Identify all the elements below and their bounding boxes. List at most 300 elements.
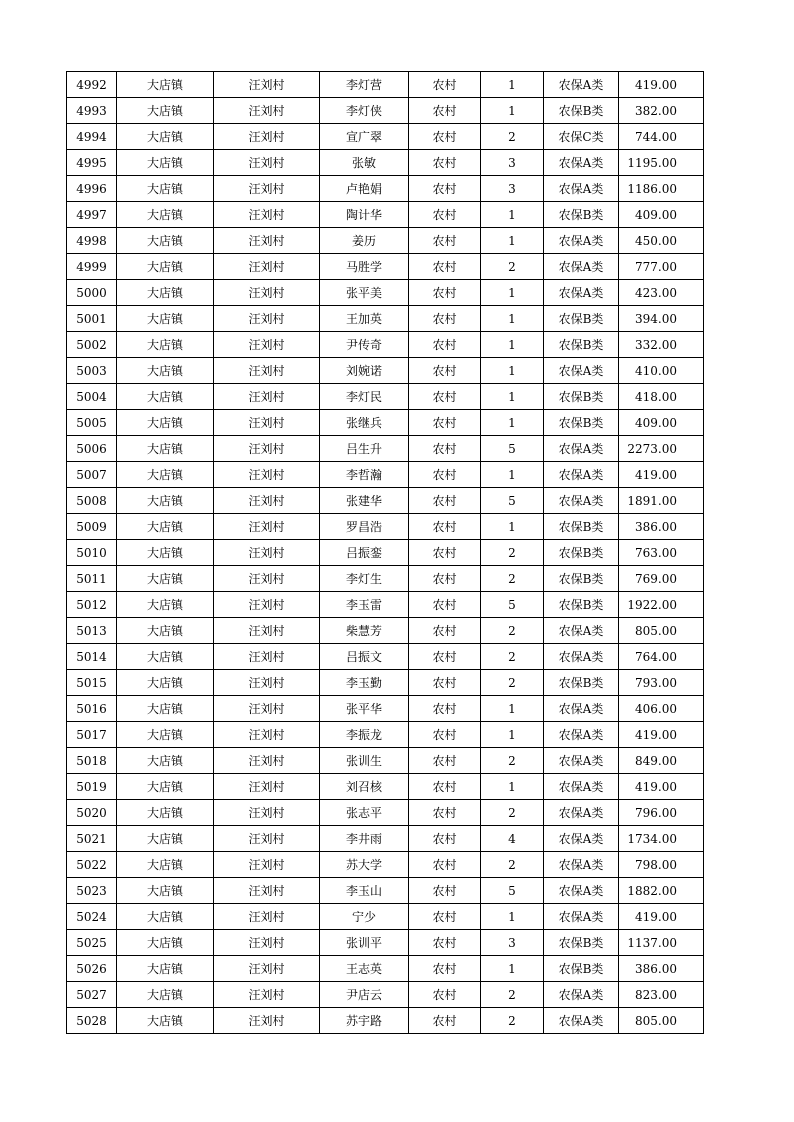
category-cell: 农村 bbox=[409, 982, 481, 1008]
category-cell: 农村 bbox=[409, 410, 481, 436]
household-size-cell: 1 bbox=[481, 774, 544, 800]
table-row bbox=[67, 904, 704, 930]
name-cell: 张继兵 bbox=[320, 410, 409, 436]
row-number-cell: 5005 bbox=[67, 410, 117, 436]
name-cell: 尹店云 bbox=[320, 982, 409, 1008]
category-cell: 农村 bbox=[409, 124, 481, 150]
insurance-class-cell: 农保B类 bbox=[544, 410, 619, 436]
amount-cell: 763.00 bbox=[619, 540, 704, 566]
category-cell: 农村 bbox=[409, 592, 481, 618]
table-row bbox=[67, 332, 704, 358]
insurance-class-cell: 农保B类 bbox=[544, 540, 619, 566]
amount-cell: 409.00 bbox=[619, 202, 704, 228]
row-number-cell: 5020 bbox=[67, 800, 117, 826]
row-number-cell: 5024 bbox=[67, 904, 117, 930]
name-cell: 张志平 bbox=[320, 800, 409, 826]
category-cell: 农村 bbox=[409, 436, 481, 462]
village-cell: 汪刘村 bbox=[214, 436, 320, 462]
name-cell: 吕生升 bbox=[320, 436, 409, 462]
household-size-cell: 1 bbox=[481, 72, 544, 98]
table-row bbox=[67, 436, 704, 462]
table-row bbox=[67, 514, 704, 540]
row-number-cell: 5027 bbox=[67, 982, 117, 1008]
village-cell: 汪刘村 bbox=[214, 228, 320, 254]
town-cell: 大店镇 bbox=[117, 150, 214, 176]
table-row bbox=[67, 306, 704, 332]
category-cell: 农村 bbox=[409, 462, 481, 488]
household-size-cell: 2 bbox=[481, 254, 544, 280]
town-cell: 大店镇 bbox=[117, 488, 214, 514]
town-cell: 大店镇 bbox=[117, 644, 214, 670]
town-cell: 大店镇 bbox=[117, 852, 214, 878]
row-number-cell: 5006 bbox=[67, 436, 117, 462]
insurance-class-cell: 农保A类 bbox=[544, 228, 619, 254]
row-number-cell: 5001 bbox=[67, 306, 117, 332]
table-row bbox=[67, 982, 704, 1008]
row-number-cell: 4993 bbox=[67, 98, 117, 124]
name-cell: 李灯侠 bbox=[320, 98, 409, 124]
insurance-class-cell: 农保B类 bbox=[544, 514, 619, 540]
amount-cell: 2273.00 bbox=[619, 436, 704, 462]
town-cell: 大店镇 bbox=[117, 410, 214, 436]
name-cell: 罗昌浩 bbox=[320, 514, 409, 540]
village-cell: 汪刘村 bbox=[214, 358, 320, 384]
town-cell: 大店镇 bbox=[117, 826, 214, 852]
category-cell: 农村 bbox=[409, 150, 481, 176]
town-cell: 大店镇 bbox=[117, 774, 214, 800]
table-row bbox=[67, 540, 704, 566]
category-cell: 农村 bbox=[409, 696, 481, 722]
table-row bbox=[67, 592, 704, 618]
household-size-cell: 5 bbox=[481, 592, 544, 618]
town-cell: 大店镇 bbox=[117, 254, 214, 280]
village-cell: 汪刘村 bbox=[214, 514, 320, 540]
row-number-cell: 5013 bbox=[67, 618, 117, 644]
household-size-cell: 1 bbox=[481, 410, 544, 436]
household-size-cell: 3 bbox=[481, 150, 544, 176]
insurance-class-cell: 农保A类 bbox=[544, 176, 619, 202]
name-cell: 宁少 bbox=[320, 904, 409, 930]
village-cell: 汪刘村 bbox=[214, 722, 320, 748]
household-size-cell: 1 bbox=[481, 228, 544, 254]
town-cell: 大店镇 bbox=[117, 72, 214, 98]
table-row bbox=[67, 722, 704, 748]
insurance-class-cell: 农保B类 bbox=[544, 202, 619, 228]
village-cell: 汪刘村 bbox=[214, 826, 320, 852]
table-row bbox=[67, 384, 704, 410]
category-cell: 农村 bbox=[409, 254, 481, 280]
row-number-cell: 5009 bbox=[67, 514, 117, 540]
category-cell: 农村 bbox=[409, 98, 481, 124]
table-row bbox=[67, 176, 704, 202]
name-cell: 尹传奇 bbox=[320, 332, 409, 358]
insurance-class-cell: 农保B类 bbox=[544, 384, 619, 410]
household-size-cell: 5 bbox=[481, 488, 544, 514]
town-cell: 大店镇 bbox=[117, 592, 214, 618]
insurance-class-cell: 农保A类 bbox=[544, 904, 619, 930]
table-row bbox=[67, 618, 704, 644]
category-cell: 农村 bbox=[409, 384, 481, 410]
insurance-class-cell: 农保A类 bbox=[544, 488, 619, 514]
row-number-cell: 5012 bbox=[67, 592, 117, 618]
name-cell: 李玉山 bbox=[320, 878, 409, 904]
category-cell: 农村 bbox=[409, 774, 481, 800]
table-row bbox=[67, 696, 704, 722]
village-cell: 汪刘村 bbox=[214, 540, 320, 566]
category-cell: 农村 bbox=[409, 722, 481, 748]
town-cell: 大店镇 bbox=[117, 358, 214, 384]
amount-cell: 764.00 bbox=[619, 644, 704, 670]
table-row bbox=[67, 228, 704, 254]
table-row bbox=[67, 800, 704, 826]
town-cell: 大店镇 bbox=[117, 800, 214, 826]
row-number-cell: 5017 bbox=[67, 722, 117, 748]
amount-cell: 410.00 bbox=[619, 358, 704, 384]
town-cell: 大店镇 bbox=[117, 462, 214, 488]
town-cell: 大店镇 bbox=[117, 722, 214, 748]
village-cell: 汪刘村 bbox=[214, 618, 320, 644]
insurance-class-cell: 农保A类 bbox=[544, 254, 619, 280]
insurance-class-cell: 农保A类 bbox=[544, 800, 619, 826]
row-number-cell: 5018 bbox=[67, 748, 117, 774]
row-number-cell: 5023 bbox=[67, 878, 117, 904]
amount-cell: 798.00 bbox=[619, 852, 704, 878]
town-cell: 大店镇 bbox=[117, 566, 214, 592]
town-cell: 大店镇 bbox=[117, 176, 214, 202]
category-cell: 农村 bbox=[409, 306, 481, 332]
name-cell: 马胜学 bbox=[320, 254, 409, 280]
name-cell: 张平华 bbox=[320, 696, 409, 722]
amount-cell: 450.00 bbox=[619, 228, 704, 254]
household-size-cell: 1 bbox=[481, 332, 544, 358]
name-cell: 吕振銮 bbox=[320, 540, 409, 566]
category-cell: 农村 bbox=[409, 72, 481, 98]
amount-cell: 1734.00 bbox=[619, 826, 704, 852]
amount-cell: 1922.00 bbox=[619, 592, 704, 618]
household-size-cell: 2 bbox=[481, 618, 544, 644]
name-cell: 李灯民 bbox=[320, 384, 409, 410]
household-size-cell: 1 bbox=[481, 306, 544, 332]
village-cell: 汪刘村 bbox=[214, 878, 320, 904]
town-cell: 大店镇 bbox=[117, 670, 214, 696]
name-cell: 李哲瀚 bbox=[320, 462, 409, 488]
table-row bbox=[67, 202, 704, 228]
table-row bbox=[67, 852, 704, 878]
table-row bbox=[67, 150, 704, 176]
household-size-cell: 1 bbox=[481, 514, 544, 540]
household-size-cell: 1 bbox=[481, 956, 544, 982]
village-cell: 汪刘村 bbox=[214, 306, 320, 332]
town-cell: 大店镇 bbox=[117, 1008, 214, 1034]
row-number-cell: 5014 bbox=[67, 644, 117, 670]
town-cell: 大店镇 bbox=[117, 384, 214, 410]
village-cell: 汪刘村 bbox=[214, 150, 320, 176]
insurance-class-cell: 农保B类 bbox=[544, 670, 619, 696]
insurance-class-cell: 农保C类 bbox=[544, 124, 619, 150]
category-cell: 农村 bbox=[409, 644, 481, 670]
table-row bbox=[67, 670, 704, 696]
insurance-class-cell: 农保A类 bbox=[544, 150, 619, 176]
household-size-cell: 2 bbox=[481, 566, 544, 592]
household-size-cell: 1 bbox=[481, 358, 544, 384]
insurance-class-cell: 农保B类 bbox=[544, 592, 619, 618]
town-cell: 大店镇 bbox=[117, 982, 214, 1008]
town-cell: 大店镇 bbox=[117, 202, 214, 228]
household-size-cell: 1 bbox=[481, 280, 544, 306]
row-number-cell: 5007 bbox=[67, 462, 117, 488]
amount-cell: 419.00 bbox=[619, 904, 704, 930]
name-cell: 卢艳娟 bbox=[320, 176, 409, 202]
table-row bbox=[67, 1008, 704, 1034]
name-cell: 李振龙 bbox=[320, 722, 409, 748]
village-cell: 汪刘村 bbox=[214, 800, 320, 826]
insurance-class-cell: 农保A类 bbox=[544, 748, 619, 774]
name-cell: 张平美 bbox=[320, 280, 409, 306]
table-row bbox=[67, 826, 704, 852]
category-cell: 农村 bbox=[409, 852, 481, 878]
name-cell: 姜历 bbox=[320, 228, 409, 254]
row-number-cell: 5026 bbox=[67, 956, 117, 982]
village-cell: 汪刘村 bbox=[214, 904, 320, 930]
insurance-class-cell: 农保A类 bbox=[544, 696, 619, 722]
category-cell: 农村 bbox=[409, 670, 481, 696]
village-cell: 汪刘村 bbox=[214, 644, 320, 670]
row-number-cell: 4995 bbox=[67, 150, 117, 176]
household-size-cell: 1 bbox=[481, 462, 544, 488]
row-number-cell: 5019 bbox=[67, 774, 117, 800]
insurance-class-cell: 农保A类 bbox=[544, 826, 619, 852]
row-number-cell: 5028 bbox=[67, 1008, 117, 1034]
insurance-class-cell: 农保A类 bbox=[544, 644, 619, 670]
row-number-cell: 4997 bbox=[67, 202, 117, 228]
row-number-cell: 5011 bbox=[67, 566, 117, 592]
category-cell: 农村 bbox=[409, 748, 481, 774]
row-number-cell: 4998 bbox=[67, 228, 117, 254]
town-cell: 大店镇 bbox=[117, 332, 214, 358]
table-row bbox=[67, 956, 704, 982]
town-cell: 大店镇 bbox=[117, 748, 214, 774]
village-cell: 汪刘村 bbox=[214, 332, 320, 358]
village-cell: 汪刘村 bbox=[214, 462, 320, 488]
name-cell: 刘婉诺 bbox=[320, 358, 409, 384]
row-number-cell: 5015 bbox=[67, 670, 117, 696]
village-cell: 汪刘村 bbox=[214, 956, 320, 982]
insurance-class-cell: 农保A类 bbox=[544, 436, 619, 462]
household-size-cell: 2 bbox=[481, 800, 544, 826]
village-cell: 汪刘村 bbox=[214, 930, 320, 956]
category-cell: 农村 bbox=[409, 904, 481, 930]
amount-cell: 423.00 bbox=[619, 280, 704, 306]
household-size-cell: 2 bbox=[481, 124, 544, 150]
table-row bbox=[67, 410, 704, 436]
household-size-cell: 1 bbox=[481, 904, 544, 930]
insurance-class-cell: 农保A类 bbox=[544, 722, 619, 748]
town-cell: 大店镇 bbox=[117, 540, 214, 566]
category-cell: 农村 bbox=[409, 540, 481, 566]
category-cell: 农村 bbox=[409, 280, 481, 306]
town-cell: 大店镇 bbox=[117, 878, 214, 904]
amount-cell: 823.00 bbox=[619, 982, 704, 1008]
name-cell: 李灯生 bbox=[320, 566, 409, 592]
row-number-cell: 5022 bbox=[67, 852, 117, 878]
insurance-class-cell: 农保A类 bbox=[544, 280, 619, 306]
table-row bbox=[67, 358, 704, 384]
category-cell: 农村 bbox=[409, 228, 481, 254]
town-cell: 大店镇 bbox=[117, 904, 214, 930]
row-number-cell: 4994 bbox=[67, 124, 117, 150]
town-cell: 大店镇 bbox=[117, 956, 214, 982]
village-cell: 汪刘村 bbox=[214, 592, 320, 618]
row-number-cell: 5016 bbox=[67, 696, 117, 722]
name-cell: 刘召核 bbox=[320, 774, 409, 800]
category-cell: 农村 bbox=[409, 566, 481, 592]
village-cell: 汪刘村 bbox=[214, 696, 320, 722]
amount-cell: 849.00 bbox=[619, 748, 704, 774]
category-cell: 农村 bbox=[409, 800, 481, 826]
category-cell: 农村 bbox=[409, 202, 481, 228]
category-cell: 农村 bbox=[409, 618, 481, 644]
town-cell: 大店镇 bbox=[117, 280, 214, 306]
amount-cell: 1195.00 bbox=[619, 150, 704, 176]
village-cell: 汪刘村 bbox=[214, 670, 320, 696]
town-cell: 大店镇 bbox=[117, 514, 214, 540]
household-size-cell: 3 bbox=[481, 930, 544, 956]
amount-cell: 382.00 bbox=[619, 98, 704, 124]
table-row bbox=[67, 878, 704, 904]
records-table-body bbox=[67, 72, 704, 1034]
name-cell: 李玉勤 bbox=[320, 670, 409, 696]
household-size-cell: 5 bbox=[481, 878, 544, 904]
household-size-cell: 1 bbox=[481, 384, 544, 410]
name-cell: 吕振文 bbox=[320, 644, 409, 670]
category-cell: 农村 bbox=[409, 514, 481, 540]
table-row bbox=[67, 488, 704, 514]
village-cell: 汪刘村 bbox=[214, 410, 320, 436]
village-cell: 汪刘村 bbox=[214, 72, 320, 98]
amount-cell: 418.00 bbox=[619, 384, 704, 410]
row-number-cell: 5025 bbox=[67, 930, 117, 956]
insurance-class-cell: 农保A类 bbox=[544, 982, 619, 1008]
amount-cell: 805.00 bbox=[619, 618, 704, 644]
insurance-class-cell: 农保A类 bbox=[544, 878, 619, 904]
table-row bbox=[67, 748, 704, 774]
village-cell: 汪刘村 bbox=[214, 384, 320, 410]
name-cell: 李玉雷 bbox=[320, 592, 409, 618]
town-cell: 大店镇 bbox=[117, 696, 214, 722]
amount-cell: 1137.00 bbox=[619, 930, 704, 956]
name-cell: 柴慧芳 bbox=[320, 618, 409, 644]
household-size-cell: 2 bbox=[481, 540, 544, 566]
category-cell: 农村 bbox=[409, 930, 481, 956]
table-row bbox=[67, 566, 704, 592]
amount-cell: 1186.00 bbox=[619, 176, 704, 202]
village-cell: 汪刘村 bbox=[214, 280, 320, 306]
town-cell: 大店镇 bbox=[117, 436, 214, 462]
village-cell: 汪刘村 bbox=[214, 1008, 320, 1034]
category-cell: 农村 bbox=[409, 956, 481, 982]
town-cell: 大店镇 bbox=[117, 306, 214, 332]
row-number-cell: 4992 bbox=[67, 72, 117, 98]
amount-cell: 1891.00 bbox=[619, 488, 704, 514]
insurance-class-cell: 农保A类 bbox=[544, 618, 619, 644]
category-cell: 农村 bbox=[409, 488, 481, 514]
row-number-cell: 5002 bbox=[67, 332, 117, 358]
amount-cell: 406.00 bbox=[619, 696, 704, 722]
household-size-cell: 1 bbox=[481, 202, 544, 228]
amount-cell: 805.00 bbox=[619, 1008, 704, 1034]
village-cell: 汪刘村 bbox=[214, 982, 320, 1008]
category-cell: 农村 bbox=[409, 878, 481, 904]
row-number-cell: 4996 bbox=[67, 176, 117, 202]
insurance-class-cell: 农保B类 bbox=[544, 332, 619, 358]
amount-cell: 394.00 bbox=[619, 306, 704, 332]
row-number-cell: 5010 bbox=[67, 540, 117, 566]
row-number-cell: 5004 bbox=[67, 384, 117, 410]
village-cell: 汪刘村 bbox=[214, 566, 320, 592]
insurance-class-cell: 农保B类 bbox=[544, 306, 619, 332]
household-size-cell: 2 bbox=[481, 852, 544, 878]
amount-cell: 777.00 bbox=[619, 254, 704, 280]
row-number-cell: 5021 bbox=[67, 826, 117, 852]
amount-cell: 793.00 bbox=[619, 670, 704, 696]
table-row bbox=[67, 930, 704, 956]
insurance-class-cell: 农保A类 bbox=[544, 774, 619, 800]
insurance-class-cell: 农保B类 bbox=[544, 566, 619, 592]
table-row bbox=[67, 124, 704, 150]
row-number-cell: 5000 bbox=[67, 280, 117, 306]
category-cell: 农村 bbox=[409, 332, 481, 358]
amount-cell: 332.00 bbox=[619, 332, 704, 358]
row-number-cell: 5003 bbox=[67, 358, 117, 384]
category-cell: 农村 bbox=[409, 826, 481, 852]
insurance-class-cell: 农保A类 bbox=[544, 1008, 619, 1034]
village-cell: 汪刘村 bbox=[214, 254, 320, 280]
household-size-cell: 1 bbox=[481, 98, 544, 124]
table-row bbox=[67, 98, 704, 124]
village-cell: 汪刘村 bbox=[214, 488, 320, 514]
name-cell: 苏宇路 bbox=[320, 1008, 409, 1034]
records-table bbox=[66, 71, 704, 1034]
table-row bbox=[67, 774, 704, 800]
household-size-cell: 2 bbox=[481, 982, 544, 1008]
household-size-cell: 1 bbox=[481, 696, 544, 722]
name-cell: 李井雨 bbox=[320, 826, 409, 852]
amount-cell: 796.00 bbox=[619, 800, 704, 826]
amount-cell: 386.00 bbox=[619, 514, 704, 540]
name-cell: 张训生 bbox=[320, 748, 409, 774]
name-cell: 陶计华 bbox=[320, 202, 409, 228]
amount-cell: 419.00 bbox=[619, 72, 704, 98]
household-size-cell: 2 bbox=[481, 748, 544, 774]
household-size-cell: 2 bbox=[481, 1008, 544, 1034]
name-cell: 张训平 bbox=[320, 930, 409, 956]
table-row bbox=[67, 254, 704, 280]
table-row bbox=[67, 462, 704, 488]
town-cell: 大店镇 bbox=[117, 98, 214, 124]
name-cell: 李灯营 bbox=[320, 72, 409, 98]
name-cell: 张建华 bbox=[320, 488, 409, 514]
insurance-class-cell: 农保A类 bbox=[544, 358, 619, 384]
town-cell: 大店镇 bbox=[117, 124, 214, 150]
category-cell: 农村 bbox=[409, 358, 481, 384]
name-cell: 宣广翠 bbox=[320, 124, 409, 150]
household-size-cell: 2 bbox=[481, 670, 544, 696]
household-size-cell: 2 bbox=[481, 644, 544, 670]
town-cell: 大店镇 bbox=[117, 930, 214, 956]
table-row bbox=[67, 644, 704, 670]
table-row bbox=[67, 72, 704, 98]
amount-cell: 744.00 bbox=[619, 124, 704, 150]
